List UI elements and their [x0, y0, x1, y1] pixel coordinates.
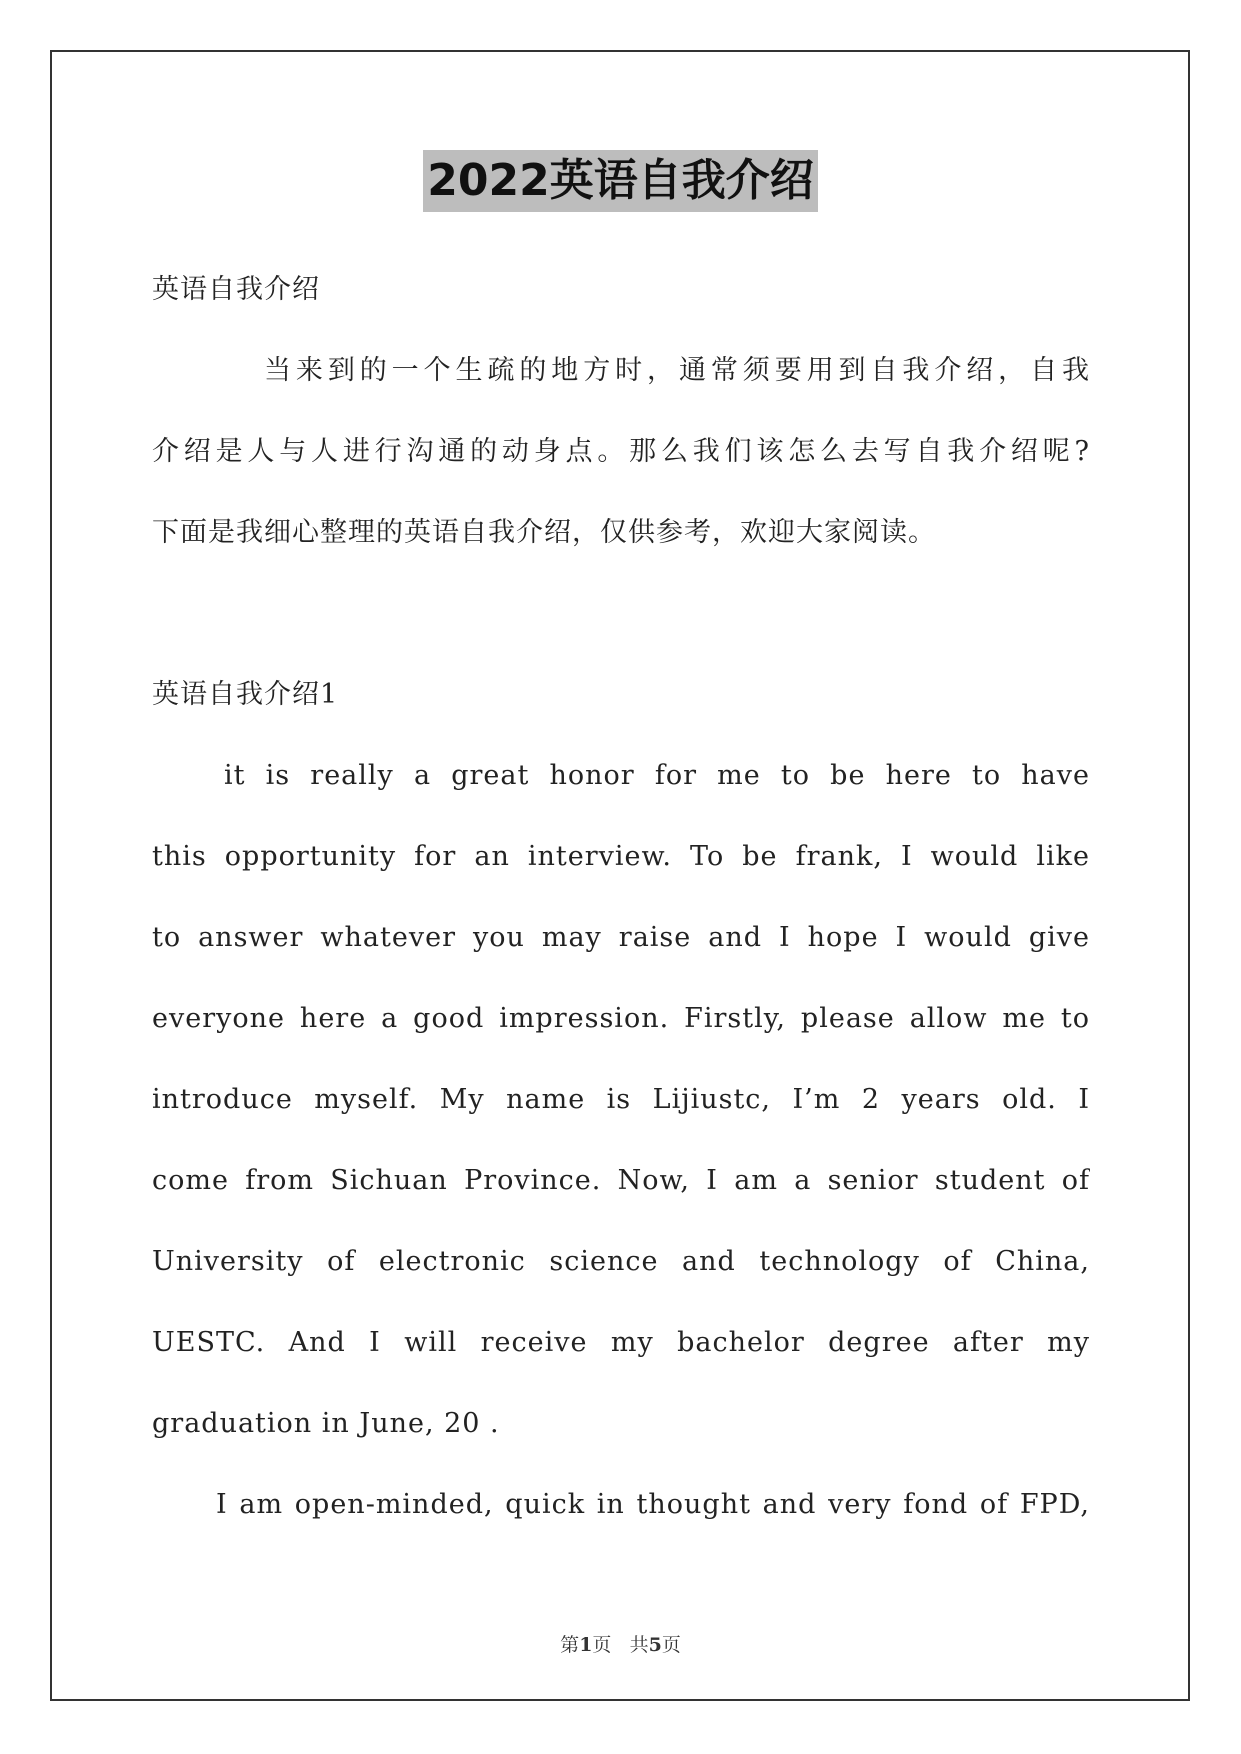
total-prefix: 共	[629, 1634, 649, 1656]
title-wrap	[0, 150, 1241, 212]
paragraph-gap	[152, 586, 1090, 667]
body-line: graduation in June, 20 .	[152, 1408, 500, 1439]
body-line: University of electronic science and technology of China,	[152, 1246, 1090, 1277]
body-line: come from Sichuan Province. Now, I am a senior student of	[152, 1165, 1090, 1196]
section-heading: 英语自我介绍1	[152, 679, 339, 710]
intro-line: 当来到的一个生疏的地方时，通常须要用到自我介绍，自我	[264, 355, 1090, 386]
current-page-number: 1	[579, 1634, 593, 1656]
body-line: to answer whatever you may raise and I hope I would give	[152, 922, 1090, 953]
body-line: this opportunity for an interview. To be frank, I would like	[152, 841, 1090, 872]
page-suffix: 页	[592, 1634, 612, 1656]
document-title[interactable]: 2022英语自我介绍	[423, 150, 817, 212]
total-pages-number: 5	[648, 1634, 662, 1656]
intro-line: 下面是我细心整理的英语自我介绍，仅供参考，欢迎大家阅读。	[152, 517, 936, 548]
page-footer	[0, 1630, 1241, 1657]
body-line: I am open-minded, quick in thought and very fond of FPD,	[216, 1489, 1090, 1520]
document-body	[152, 262, 1090, 1558]
body-line: introduce myself. My name is Lijiustc, I’m 2 years old. I	[152, 1084, 1090, 1115]
section-heading: 英语自我介绍	[152, 274, 320, 305]
page-prefix: 第	[560, 1634, 580, 1656]
intro-line: 介绍是人与人进行沟通的动身点。那么我们该怎么去写自我介绍呢?	[152, 436, 1090, 467]
body-line: everyone here a good impression. Firstly, please allow me to	[152, 1003, 1090, 1034]
total-suffix: 页	[661, 1634, 681, 1656]
body-line: UESTC. And I will receive my bachelor degree after my	[152, 1327, 1090, 1358]
body-line: it is really a great honor for me to be here to have	[224, 760, 1090, 791]
